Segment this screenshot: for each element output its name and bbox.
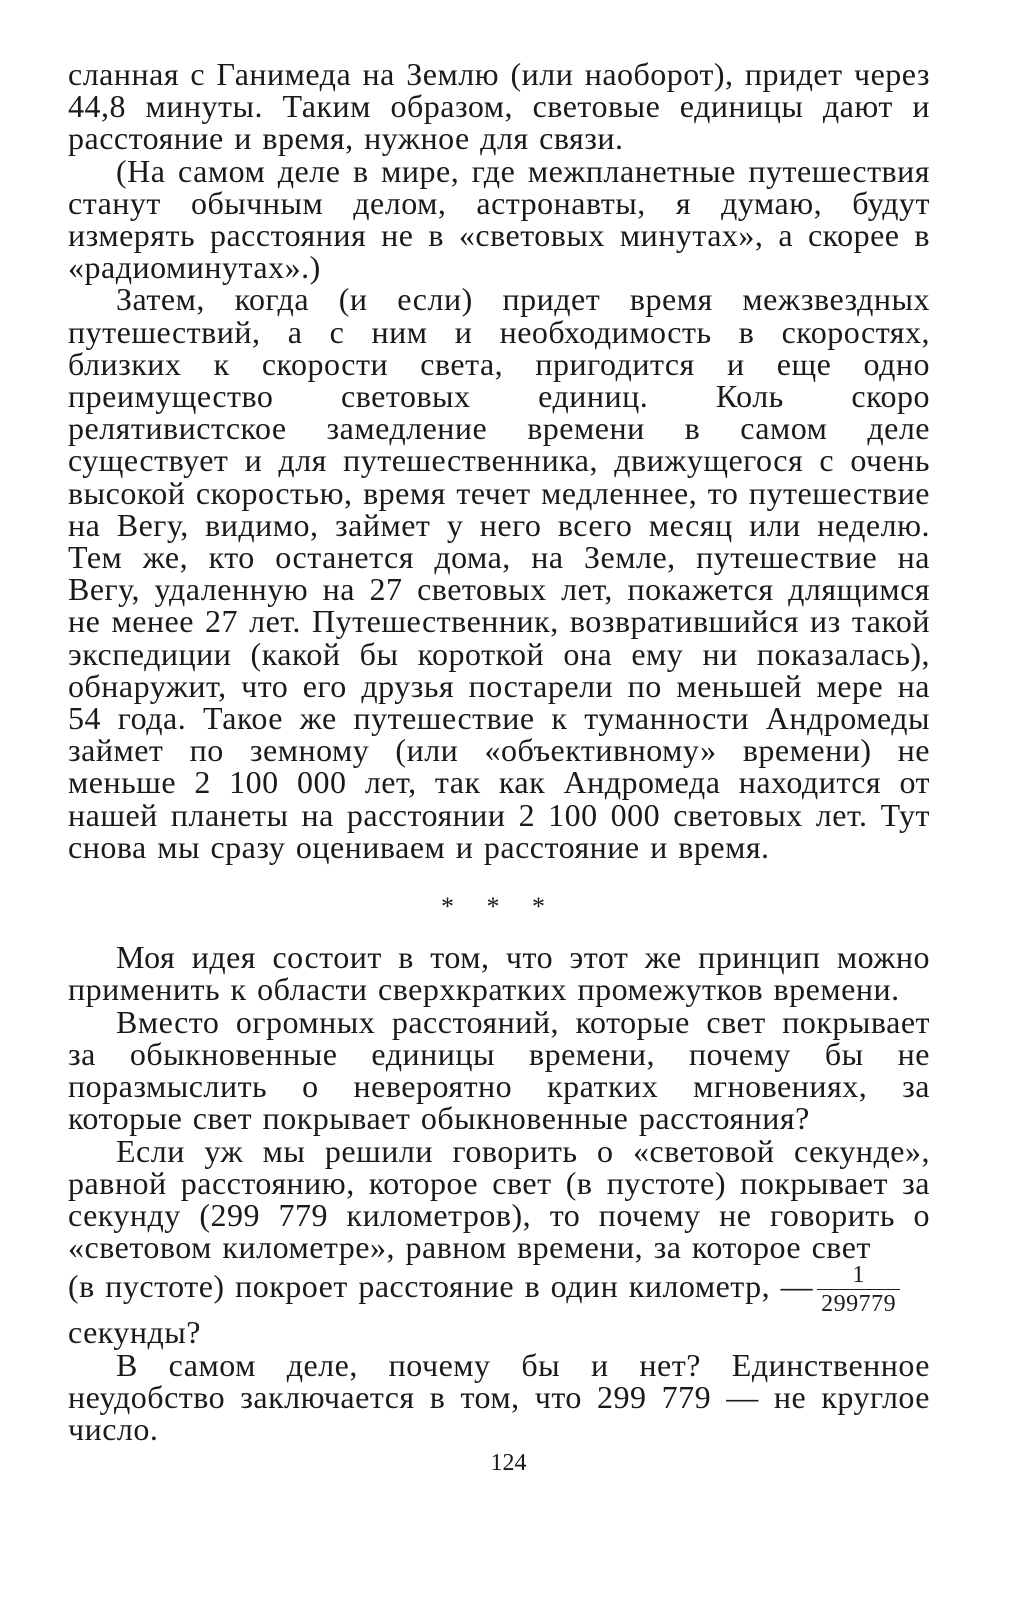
fraction-line: [68, 1263, 930, 1316]
fraction: [817, 1263, 900, 1316]
section-separator: * * *: [441, 892, 557, 922]
fraction-tail: секунды?: [68, 1314, 201, 1351]
paragraph-7: В самом деле, почему бы и нет? Единственное неудобство заключается в том, что 299 779 — не круглое число.: [68, 1346, 930, 1447]
fraction-denominator: 299779: [821, 1291, 897, 1318]
paragraph-3: Затем, когда (и если) придет время межзвездных путешествий, а с ним и необходимость в скоростях, близких к скорости света, пригодится и еще одно преимущество световых единиц. Коль скоро релятивистское замедление времени в самом деле существует и для путешественника, движущегося с очень высокой скоростью, время течет медленнее, то путешествие на Вегу, видимо, займет у него всего месяц или неделю. Тем же, кто останется дома, на Земле, путешествие на Вегу, удаленную на 27 световых лет, покажется длящимся не менее 27 лет. Путешественник, возвратившийся из такой экспедиции (какой бы короткой она ему ни показалась), обнаружит, что его друзья постарели по меньшей мере на 54 года. Такое же путешествие к туманности Андромеды займет по земному (или «объективному» времени) не меньше 2 100 000 лет, так как Андромеда находится от нашей планеты на расстоянии 2 100 000 световых лет. Тут снова мы сразу оцениваем и расстояние и время.: [68, 281, 930, 865]
fraction-line-text: (в пустоте) покроет расстояние в один километр, —: [68, 1268, 814, 1305]
paragraph-2: (На самом деле в мире, где межпланетные путешествия станут обычным делом, астронавты, я думаю, будут измерять расстояния не в «световых минутах», а скорее в «радиоминутах».): [68, 152, 930, 286]
page-body: [68, 58, 930, 1445]
paragraph-5: Вместо огромных расстояний, которые свет покрывает за обыкновенные единицы времени, почему бы не поразмыслить о невероятно кратких мгновениях, за которые свет покрывает обыкновенные расстояния?: [68, 1003, 930, 1137]
paragraph-4: Моя идея состоит в том, что этот же принцип можно применить к области сверхкратких промежутков времени.: [68, 939, 930, 1008]
paragraph-1: сланная с Ганимеда на Землю (или наоборот), придет через 44,8 минуты. Таким образом, световые единицы дают и расстояние и время, нужное для связи.: [68, 56, 930, 157]
page-number: 124: [490, 1450, 527, 1476]
paragraph-6: Если уж мы решили говорить о «световой секунде», равной расстоянию, которое свет (в пустоте) покрывает за секунду (299 779 километров), то почему не говорить о «световом километре», равном времени, за которое свет: [68, 1132, 930, 1266]
fraction-numerator: 1: [817, 1263, 900, 1290]
